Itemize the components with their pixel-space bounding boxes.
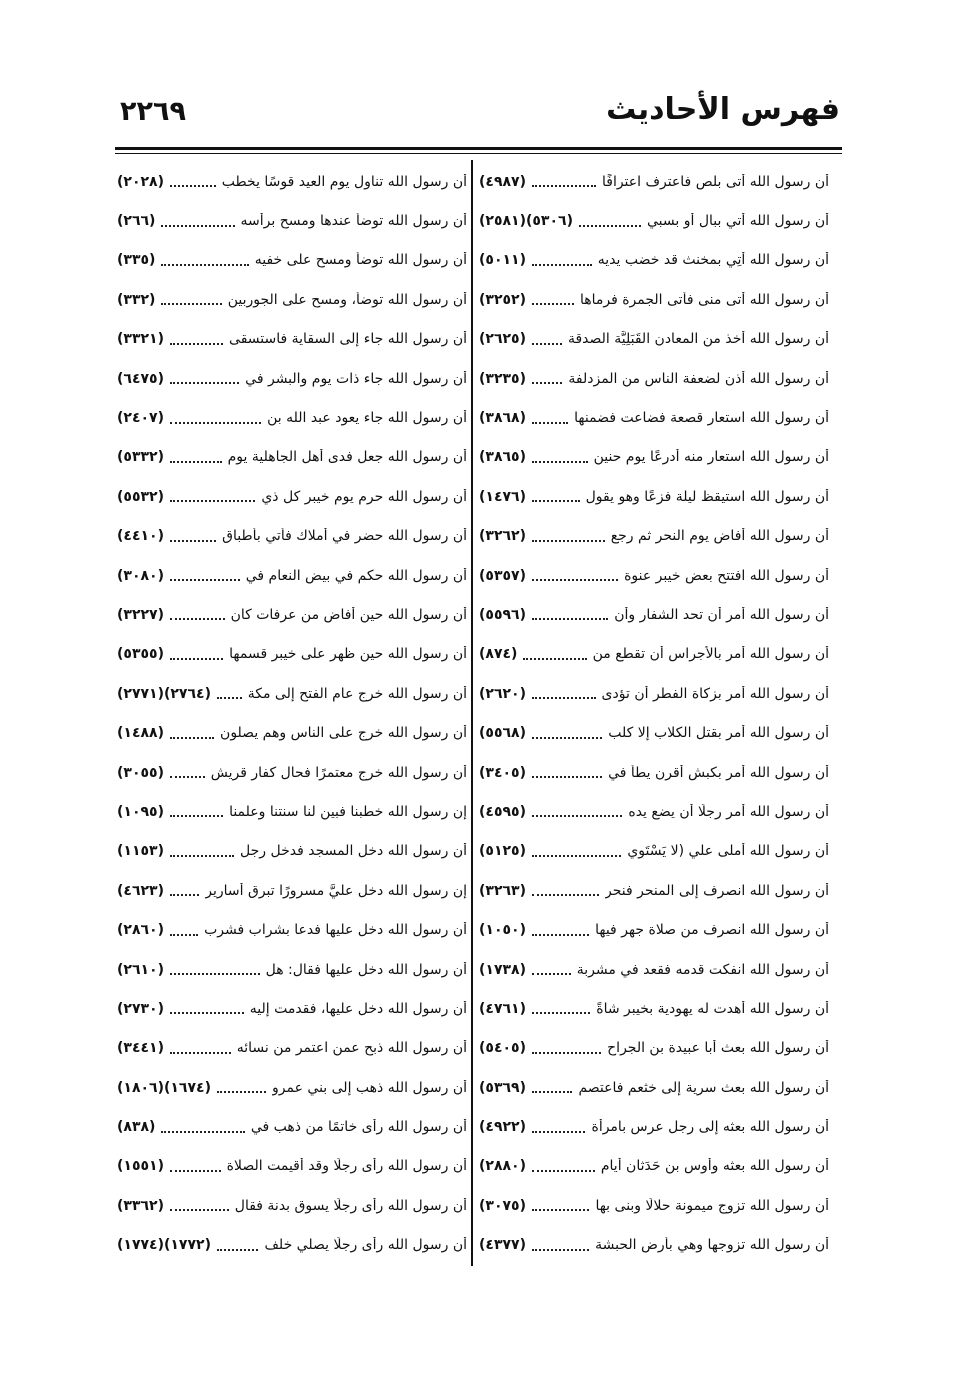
hadith-number: (١٥٥١) <box>117 1158 164 1175</box>
dot-leader <box>532 1249 589 1251</box>
index-entry <box>479 910 829 949</box>
dot-leader <box>170 500 255 502</box>
dot-leader <box>170 1209 229 1211</box>
hadith-text: أن رسول الله حضر في أملاك فأتي بأطباق <box>222 528 467 545</box>
dot-leader <box>170 776 205 778</box>
hadith-text: أن رسول الله ذبح عمن اعتمر من نسائه <box>236 1040 467 1057</box>
index-entry <box>117 1186 467 1225</box>
hadith-number: (١٤٨٨) <box>117 725 164 742</box>
hadith-text: أن رسول الله بعثه وأوس بن حَدَثان أيام <box>600 1158 829 1175</box>
hadith-number: (٥٣٥٥) <box>117 646 164 663</box>
dot-leader <box>532 343 562 345</box>
dot-leader <box>170 382 239 384</box>
dot-leader <box>170 737 214 739</box>
index-entry <box>479 792 829 831</box>
dot-leader <box>532 934 589 936</box>
hadith-number: (٣٠٨٠) <box>117 567 164 584</box>
index-entry <box>117 1107 467 1146</box>
index-entry <box>479 477 829 516</box>
hadith-text: أن رسول الله جاء ذات يوم والبشر في <box>245 370 467 387</box>
index-entry <box>117 1226 467 1265</box>
hadith-text: أن رسول الله تناول يوم العيد قوسًا يخطب <box>221 173 467 190</box>
hadith-number: (٢٦١٠) <box>117 961 164 978</box>
hadith-number: (٤٧٦١) <box>479 1000 526 1017</box>
index-entry <box>479 438 829 477</box>
hadith-text: أن رسول الله أتى بلص فاعترف اعترافًا <box>601 173 829 190</box>
dot-leader <box>532 1091 572 1093</box>
hadith-number: (٤٤١٠) <box>117 528 164 545</box>
hadith-number: (٣٨٦٨) <box>479 410 526 427</box>
hadith-number: (١١٥٣) <box>117 843 164 860</box>
index-entry <box>479 556 829 595</box>
hadith-number: (٣٤٤١) <box>117 1040 164 1057</box>
hadith-number: (٣٨٦٥) <box>479 449 526 466</box>
dot-leader <box>170 855 234 857</box>
index-entry <box>117 595 467 634</box>
hadith-text: أن رسول الله خرج على الناس وهم يصلون <box>220 725 467 742</box>
index-entry <box>479 320 829 359</box>
hadith-number: (٢٠٢٨) <box>117 173 164 190</box>
dot-leader <box>523 658 586 660</box>
index-entry <box>479 713 829 752</box>
dot-leader <box>170 1012 244 1014</box>
hadith-text: أن رسول الله خرج معتمرًا فحال كفار قريش <box>210 764 467 781</box>
dot-leader <box>532 618 608 620</box>
index-entry <box>117 1147 467 1186</box>
dot-leader <box>532 264 592 266</box>
hadith-text: أن رسول الله جاء إلى السقاية فاستسقى <box>229 331 467 348</box>
hadith-text: أن رسول الله أمر بزكاة الفطر أن تؤدى <box>601 685 829 702</box>
dot-leader <box>170 973 260 975</box>
index-entry <box>117 556 467 595</box>
hadith-number: (٢٦٢٥) <box>479 331 526 348</box>
hadith-text: أن رسول الله رأى رجلًا يصلي خلف <box>264 1237 467 1254</box>
hadith-number: (٤٦٢٣) <box>117 882 164 899</box>
dot-leader <box>170 343 223 345</box>
hadith-text: إن رسول الله دخل عليَّ مسرورًا تبرق أسارير <box>205 882 467 899</box>
dot-leader <box>170 185 216 187</box>
index-entry <box>117 950 467 989</box>
hadith-number: (٥٥٣٢) <box>117 488 164 505</box>
dot-leader <box>532 815 622 817</box>
dot-leader <box>532 303 574 305</box>
index-entry <box>117 438 467 477</box>
hadith-number: (٥٣٠٦)(٢٥٨١) <box>479 213 573 230</box>
index-entry <box>479 1226 829 1265</box>
index-entry <box>117 320 467 359</box>
index-entry <box>479 989 829 1028</box>
dot-leader <box>170 618 225 620</box>
index-entry <box>479 201 829 240</box>
index-entry <box>479 1186 829 1225</box>
hadith-text: أن رسول الله استيقظ ليلة فزعًا وهو يقول <box>585 488 829 505</box>
hadith-number: (١٠٥٠) <box>479 922 526 939</box>
hadith-number: (٢٨٦٠) <box>117 922 164 939</box>
index-entry <box>479 241 829 280</box>
dot-leader <box>532 776 602 778</box>
hadith-number: (٣٠٥٥) <box>117 764 164 781</box>
hadith-text: أن رسول الله أذن لضعفة الناس من المزدلفة <box>568 370 829 387</box>
hadith-number: (١٠٩٥) <box>117 803 164 820</box>
hadith-text: أن رسول الله أملى علي (لا يَسْتَوِي <box>627 843 829 860</box>
hadith-number: (٤٩٢٢) <box>479 1119 526 1136</box>
hadith-text: أن رسول الله تزوج ميمونة حلالًا وبنى بها <box>595 1197 829 1214</box>
dot-leader <box>170 658 223 660</box>
index-entry <box>117 753 467 792</box>
hadith-number: (٢٦٢٠) <box>479 685 526 702</box>
hadith-text: أن رسول الله استعار منه أدرعًا يوم حنين <box>593 449 829 466</box>
hadith-number: (٥٤٠٥) <box>479 1040 526 1057</box>
hadith-text: أن رسول الله انصرف من صلاة جهر فيها <box>595 922 829 939</box>
dot-leader <box>170 461 222 463</box>
hadith-text: أن رسول الله انفكت قدمه فقعد في مشربة <box>576 961 829 978</box>
hadith-text: أن رسول الله بعث أبا عبيدة بن الجراح <box>607 1040 829 1057</box>
hadith-number: (٤٥٩٥) <box>479 803 526 820</box>
hadith-text: أن رسول الله استعار قصعة فضاعت فضمنها <box>574 410 829 427</box>
dot-leader <box>532 1170 595 1172</box>
dot-leader <box>532 1052 601 1054</box>
index-entry <box>117 241 467 280</box>
dot-leader <box>532 894 599 896</box>
hadith-text: أن رسول الله أمر بكبش أقرن يطأ في <box>608 764 829 781</box>
dot-leader <box>532 422 568 424</box>
dot-leader <box>532 1131 585 1133</box>
hadith-text: أن رسول الله رأى خاتمًا من ذهب في <box>250 1119 467 1136</box>
dot-leader <box>170 815 223 817</box>
hadith-text: أن رسول الله توضأ عندها ومسح برأسه <box>240 213 467 230</box>
hadith-number: (٥٥٦٨) <box>479 725 526 742</box>
hadith-number: (٨٧٤) <box>479 646 518 663</box>
index-entry <box>117 713 467 752</box>
hadith-text: أن رسول الله توضأ ومسح على خفيه <box>254 252 467 269</box>
hadith-number: (٤٩٨٧) <box>479 173 526 190</box>
index-entry <box>479 517 829 556</box>
index-column-right <box>479 162 829 1265</box>
hadith-text: أن رسول الله رأى رجلًا يسوق بدنة فقال <box>234 1197 467 1214</box>
hadith-number: (٣٠٧٥) <box>479 1197 526 1214</box>
index-entry <box>117 280 467 319</box>
index-entry <box>479 871 829 910</box>
index-entry <box>117 989 467 1028</box>
dot-leader <box>170 934 198 936</box>
hadith-number: (٣٢٢٧) <box>117 606 164 623</box>
hadith-text: أن رسول الله حكم في بيض النعام في <box>245 567 467 584</box>
index-entry <box>479 674 829 713</box>
index-entry <box>479 832 829 871</box>
hadith-number: (٣٤٠٥) <box>479 764 526 781</box>
index-entry <box>479 1107 829 1146</box>
hadith-number: (٥١٢٥) <box>479 843 526 860</box>
hadith-text: أن رسول الله جاء يعود عبد الله بن <box>267 410 467 427</box>
index-entry <box>479 359 829 398</box>
hadith-text: أن رسول الله حين أفاض من عرفات كان <box>230 606 467 623</box>
hadith-text: أن رسول الله انصرف إلى المنحر فنحر <box>605 882 829 899</box>
dot-leader <box>532 540 605 542</box>
hadith-text: أن رسول الله بعث سرية إلى خثعم فاعتصم <box>578 1079 829 1096</box>
dot-leader <box>170 1170 221 1172</box>
dot-leader <box>170 579 240 581</box>
hadith-text: أن رسول الله دخل عليها فقال: هل <box>265 961 467 978</box>
hadith-text: أن رسول الله ذهب إلى بني عمرو <box>272 1079 467 1096</box>
hadith-text: أن رسول الله خرج عام الفتح إلى مكة <box>247 685 467 702</box>
hadith-text: أن رسول الله دخل عليها، فقدمت إليه <box>249 1000 467 1017</box>
dot-leader <box>532 500 580 502</box>
hadith-text: أن رسول الله أتي ببال أو بسبي <box>646 213 829 230</box>
index-entry <box>117 359 467 398</box>
hadith-number: (٣٢٥٢) <box>479 291 526 308</box>
index-entry <box>479 635 829 674</box>
dot-leader <box>161 225 234 227</box>
index-entry <box>479 1029 829 1068</box>
index-column-left <box>117 162 467 1265</box>
hadith-number: (١٦٧٤)(١٨٠٦) <box>117 1079 211 1096</box>
hadith-text: أن رسول الله تزوجها وهي بأرض الحبشة <box>595 1237 829 1254</box>
hadith-number: (٢٧٣٠) <box>117 1000 164 1017</box>
hadith-number: (١٤٧٦) <box>479 488 526 505</box>
hadith-number: (٣٢٦٢) <box>479 528 526 545</box>
index-entry <box>117 871 467 910</box>
dot-leader <box>532 973 571 975</box>
dot-leader <box>532 185 596 187</box>
dot-leader <box>170 1052 231 1054</box>
hadith-text: أن رسول الله أمر بالأجراس أن تقطع من <box>592 646 829 663</box>
index-entry <box>479 1068 829 1107</box>
header-rule <box>115 147 842 150</box>
hadith-text: إن رسول الله خطبنا فبين لنا سنتنا وعلمنا <box>229 803 467 820</box>
hadith-text: أن رسول الله دخل المسجد فدخل رجل <box>240 843 467 860</box>
hadith-number: (١٧٧٢)(١٧٧٤) <box>117 1237 211 1254</box>
page-title: فهرس الأحاديث <box>606 92 840 127</box>
hadith-text: أن رسول الله أفاض يوم النحر ثم رجع <box>610 528 829 545</box>
index-entry <box>479 950 829 989</box>
hadith-number: (٣٢٣٥) <box>479 370 526 387</box>
column-divider <box>471 160 473 1266</box>
dot-leader <box>532 1012 590 1014</box>
index-entry <box>117 477 467 516</box>
hadith-number: (٣٢٦٣) <box>479 882 526 899</box>
hadith-number: (٥٣٦٩) <box>479 1079 526 1096</box>
index-entry <box>479 753 829 792</box>
hadith-number: (٤٣٧٧) <box>479 1237 526 1254</box>
index-entry <box>117 517 467 556</box>
dot-leader <box>532 461 588 463</box>
index-entry <box>479 595 829 634</box>
hadith-number: (٥٥٩٦) <box>479 606 526 623</box>
hadith-text: أن رسول الله أتى منى فأتى الجمرة فرماها <box>579 291 829 308</box>
hadith-number: (٣٣٦٢) <box>117 1197 164 1214</box>
hadith-number: (٢٦٦) <box>117 213 156 230</box>
index-entry <box>117 1068 467 1107</box>
index-entry <box>117 832 467 871</box>
hadith-text: أن رسول الله بعثه إلى رجل عرس بامرأة <box>591 1119 829 1136</box>
dot-leader <box>532 737 602 739</box>
hadith-text: أن رسول الله رأى رجلًا وقد أقيمت الصلاة <box>226 1158 467 1175</box>
hadith-number: (٣٣٢) <box>117 291 156 308</box>
index-entry <box>479 280 829 319</box>
hadith-text: أن رسول الله أخذ من المعادن القَبَلِيَّة الصدقة <box>567 331 829 348</box>
hadith-number: (٣٣٥) <box>117 252 156 269</box>
hadith-number: (٦٤٧٥) <box>117 370 164 387</box>
hadith-number: (٥٣٣٢) <box>117 449 164 466</box>
hadith-number: (٨٣٨) <box>117 1119 156 1136</box>
index-entry <box>117 674 467 713</box>
hadith-text: أن رسول الله أمر بقتل الكلاب إلا كلب <box>608 725 829 742</box>
dot-leader <box>579 225 641 227</box>
hadith-text: أن رسول الله افتتح بعض خيبر عنوة <box>624 567 829 584</box>
index-entry <box>479 398 829 437</box>
dot-leader <box>217 1091 266 1093</box>
hadith-number: (٢٧٦٤)(٢٧٧١) <box>117 685 211 702</box>
hadith-text: أن رسول الله أُتِي بمخنث قد خضب يديه <box>597 252 829 269</box>
index-entry <box>117 635 467 674</box>
index-entry <box>479 162 829 201</box>
dot-leader <box>170 894 199 896</box>
hadith-number: (٣٣٢١) <box>117 331 164 348</box>
dot-leader <box>217 697 242 699</box>
index-entry <box>117 910 467 949</box>
hadith-text: أن رسول الله أمر رجلًا أن يضع يده <box>628 803 829 820</box>
hadith-number: (٥٠١١) <box>479 252 526 269</box>
hadith-text: أن رسول الله أمر أن تحد الشفار وأن <box>614 606 829 623</box>
hadith-text: أن رسول الله توضأ، ومسح على الجوربين <box>227 291 467 308</box>
hadith-text: أن رسول الله حرم يوم خيبر كل ذي <box>261 488 467 505</box>
dot-leader <box>532 382 562 384</box>
index-entry <box>117 792 467 831</box>
dot-leader <box>532 1209 589 1211</box>
index-entry <box>479 1147 829 1186</box>
dot-leader <box>161 264 248 266</box>
index-entry <box>117 398 467 437</box>
dot-leader <box>161 1131 244 1133</box>
dot-leader <box>161 303 221 305</box>
hadith-number: (٥٣٥٧) <box>479 567 526 584</box>
dot-leader <box>217 1249 258 1251</box>
dot-leader <box>170 540 216 542</box>
header-rule-thin <box>115 153 842 154</box>
hadith-text: أن رسول الله دخل عليها فدعا بشراب فشرب <box>204 922 467 939</box>
hadith-number: (٢٨٨٠) <box>479 1158 526 1175</box>
hadith-number: (١٧٣٨) <box>479 961 526 978</box>
hadith-number: (٢٤٠٧) <box>117 410 164 427</box>
hadith-text: أن رسول الله أهدت له يهودية بخيبر شاةً <box>596 1000 829 1017</box>
dot-leader <box>532 579 618 581</box>
index-entry <box>117 162 467 201</box>
dot-leader <box>532 697 596 699</box>
dot-leader <box>170 422 261 424</box>
dot-leader <box>532 855 621 857</box>
index-entry <box>117 1029 467 1068</box>
hadith-text: أن رسول الله جعل فدى أهل الجاهلية يوم <box>227 449 467 466</box>
index-entry <box>117 201 467 240</box>
hadith-text: أن رسول الله حين ظهر على خيبر قسمها <box>229 646 467 663</box>
page-number: ٢٢٦٩ <box>120 96 186 127</box>
